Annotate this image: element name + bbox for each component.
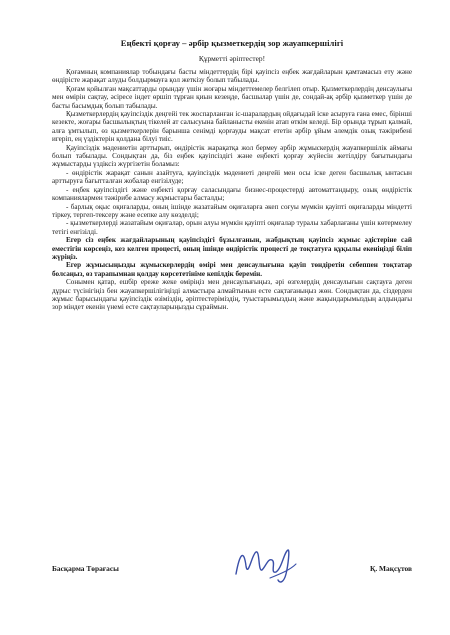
paragraph: Қоғам қойылған мақсаттарды орындау үшін жоғары міндеттемелер белгілеп отыр. Қызметкерлердің денсаулығы мен өмірін сақтау, әсіресе індет өршіп тұрған қиын кезеңде, басшылар үшін де, сондай-ақ әрбір қызметкер үшін де басты басымдық болып табылады. xyxy=(52,84,412,110)
list-item: - өндірістік жарақат санын азайтуға, қауіпсіздік мәдениеті деңгейі мен осы іске деген басшылық ынтасын арттыруға бағытталған жобалар енгізілуде; xyxy=(52,168,412,186)
letter-body xyxy=(52,68,412,312)
paragraph: Қызметкерлердің қауіпсіздік деңгейі тек жоспарланған іс-шаралардың ойдағыдай іске асыруға ғана емес, бірінші кезекте, жоғары басшылықтың тікелей ат салысуына байланысты екенін атап өткім келеді. Бір орында тұрып қалмай, алға ұмтылып, өз қызметкерлерін барынша сенімді қорғауды мақсат ететін әрбір ұйым әлемдік озық тәжірибені игеріп, ең үздіктерін қолдана білуі тиіс. xyxy=(52,110,412,144)
document-title: Еңбекті қорғау – әрбір қызметкердің зор жауапкершілігі xyxy=(120,38,344,48)
bold-paragraph: Егер сіз еңбек жағдайларының қауіпсіздігі бұзылғанын, жабдықтың қауіпсіз жұмыс әдістеріне сай еместігін көрсеңіз, кез келген процесті, оның ішінде өндірістік процесті де тоқтатуға құқылы екеніңізді біліп жүріңіз. xyxy=(52,236,412,261)
handwritten-signature xyxy=(230,544,300,586)
list-item: - барлық оқыс оқиғаларды, оның ішінде жазатайым оқиғаларға әкеп соғуы мүмкін қауіпті оқиғаларды міндетті тіркеу, тергеп-тексеру және есепке алу көзделді; xyxy=(52,202,412,219)
signatory-role: Басқарма Төрағасы xyxy=(52,564,119,573)
paragraph: Сонымен қатар, ешбір ереже жеке өміріңіз мен денсаулығыңыз, әрі өзгелердің денсаулығын сақтауға деген дұрыс түсінігіңіз бен жауапкершілігіңізді алмастыра алмайтынын есте сақтағаныңыз жөн. Сондықтан да, сіздерден жұмыс барысындағы қауіпсіздік өзіміздің, әріптестеріміздің, туыстарымыздың және жақындарымыздың алдындағы зор міндет екенін үнемі есте сақтауларыңызды сұраймын. xyxy=(52,278,412,312)
list-item: - еңбек қауіпсіздігі және еңбекті қорғау саласындағы бизнес-процестерді автоматтандыру, озық өндірістік компаниялармен тәжірибе алмасу жұмыстары басталды; xyxy=(52,185,412,203)
list-item: - қызметкерлерді жазатайым оқиғалар, орын алуы мүмкін қауіпті оқиғалар туралы хабарлағаны үшін көтермелеу тетігі енгізілді. xyxy=(52,219,412,236)
signature-block xyxy=(52,548,412,588)
greeting: Құрметті әріптестер! xyxy=(198,54,266,63)
signatory-name: Қ. Мақсұтов xyxy=(370,564,412,573)
paragraph: Қоғамның компаниялар тобындағы басты міндеттердің бірі қауіпсіз еңбек жағдайларын қамтамасыз ету және өндірісте жарақат алуды болдырмауға қол жеткізу болып табылады. xyxy=(52,68,412,85)
paragraph: Қауіпсіздік мәдениетін арттырып, өндірістік жарақатқа жол бермеу әрбір жұмыскердің жауапкершілік аймағы болып табылады. Сондықтан да, біз еңбек қауіпсіздігі және еңбекті қорғау жүйесін жетілдіру бағытындағы жұмыстарды үздіксіз жүргізетін боламыз: xyxy=(52,143,412,169)
bold-paragraph: Егер жұмысыңызды жұмыскерлердің өмірі мен денсаулығына қауіп төндіретін себеппен тоқтатар болсаңыз, өз тарапымнан қолдау көрсететініме кепілдік беремін. xyxy=(52,261,412,278)
